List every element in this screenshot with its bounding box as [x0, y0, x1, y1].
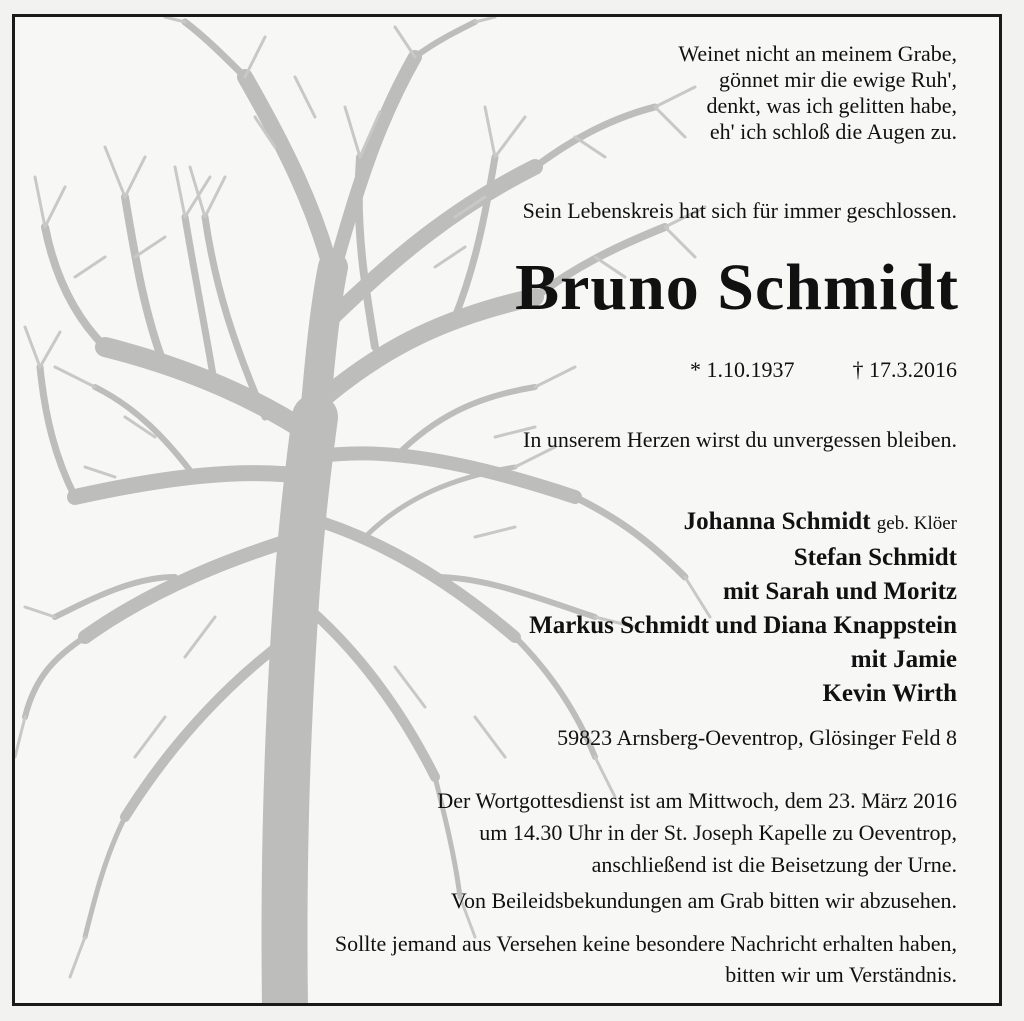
maiden-name: geb. Klöer: [876, 513, 957, 534]
family-member: [57, 505, 957, 541]
service-line: Der Wortgottesdienst ist am Mittwoch, dem 23. März 2016: [437, 788, 957, 813]
family-member: Stefan Schmidt: [793, 544, 957, 571]
poem-line: denkt, was ich gelitten habe,: [706, 93, 957, 118]
birth-date: * 1.10.1937: [690, 357, 795, 382]
family-list: [57, 505, 957, 711]
address: 59823 Arnsberg-Oeventrop, Glösinger Feld 8: [557, 725, 957, 750]
closing-line: Sein Lebenskreis hat sich für immer geschlossen.: [522, 198, 957, 223]
notification-note: [57, 928, 957, 990]
note-line: bitten wir um Verständnis.: [725, 962, 957, 987]
poem-verse: [57, 41, 957, 145]
death-date: † 17.3.2016: [852, 357, 957, 382]
obituary-notice: [12, 14, 1002, 1006]
poem-line: Weinet nicht an meinem Grabe,: [678, 41, 957, 66]
note-line: Sollte jemand aus Versehen keine besondere Nachricht erhalten haben,: [334, 931, 957, 956]
family-member: Markus Schmidt und Diana Knappstein: [529, 612, 957, 639]
family-member: mit Sarah und Moritz: [722, 578, 957, 605]
poem-line: eh' ich schloß die Augen zu.: [709, 119, 957, 144]
poem-line: gönnet mir die ewige Ruh',: [719, 67, 957, 92]
condolence-note: Von Beileidsbekundungen am Grab bitten wir abzusehen.: [450, 888, 957, 913]
family-member: Kevin Wirth: [822, 680, 957, 707]
life-dates: [57, 357, 957, 383]
memory-line: In unserem Herzen wirst du unvergessen bleiben.: [523, 427, 957, 452]
service-info: [57, 785, 957, 881]
family-member-name: Johanna Schmidt: [683, 508, 871, 535]
service-line: um 14.30 Uhr in der St. Joseph Kapelle zu Oeventrop,: [479, 820, 957, 845]
deceased-name: Bruno Schmidt: [515, 251, 959, 324]
family-member: mit Jamie: [850, 646, 957, 673]
service-line: anschließend ist die Beisetzung der Urne.: [591, 852, 957, 877]
